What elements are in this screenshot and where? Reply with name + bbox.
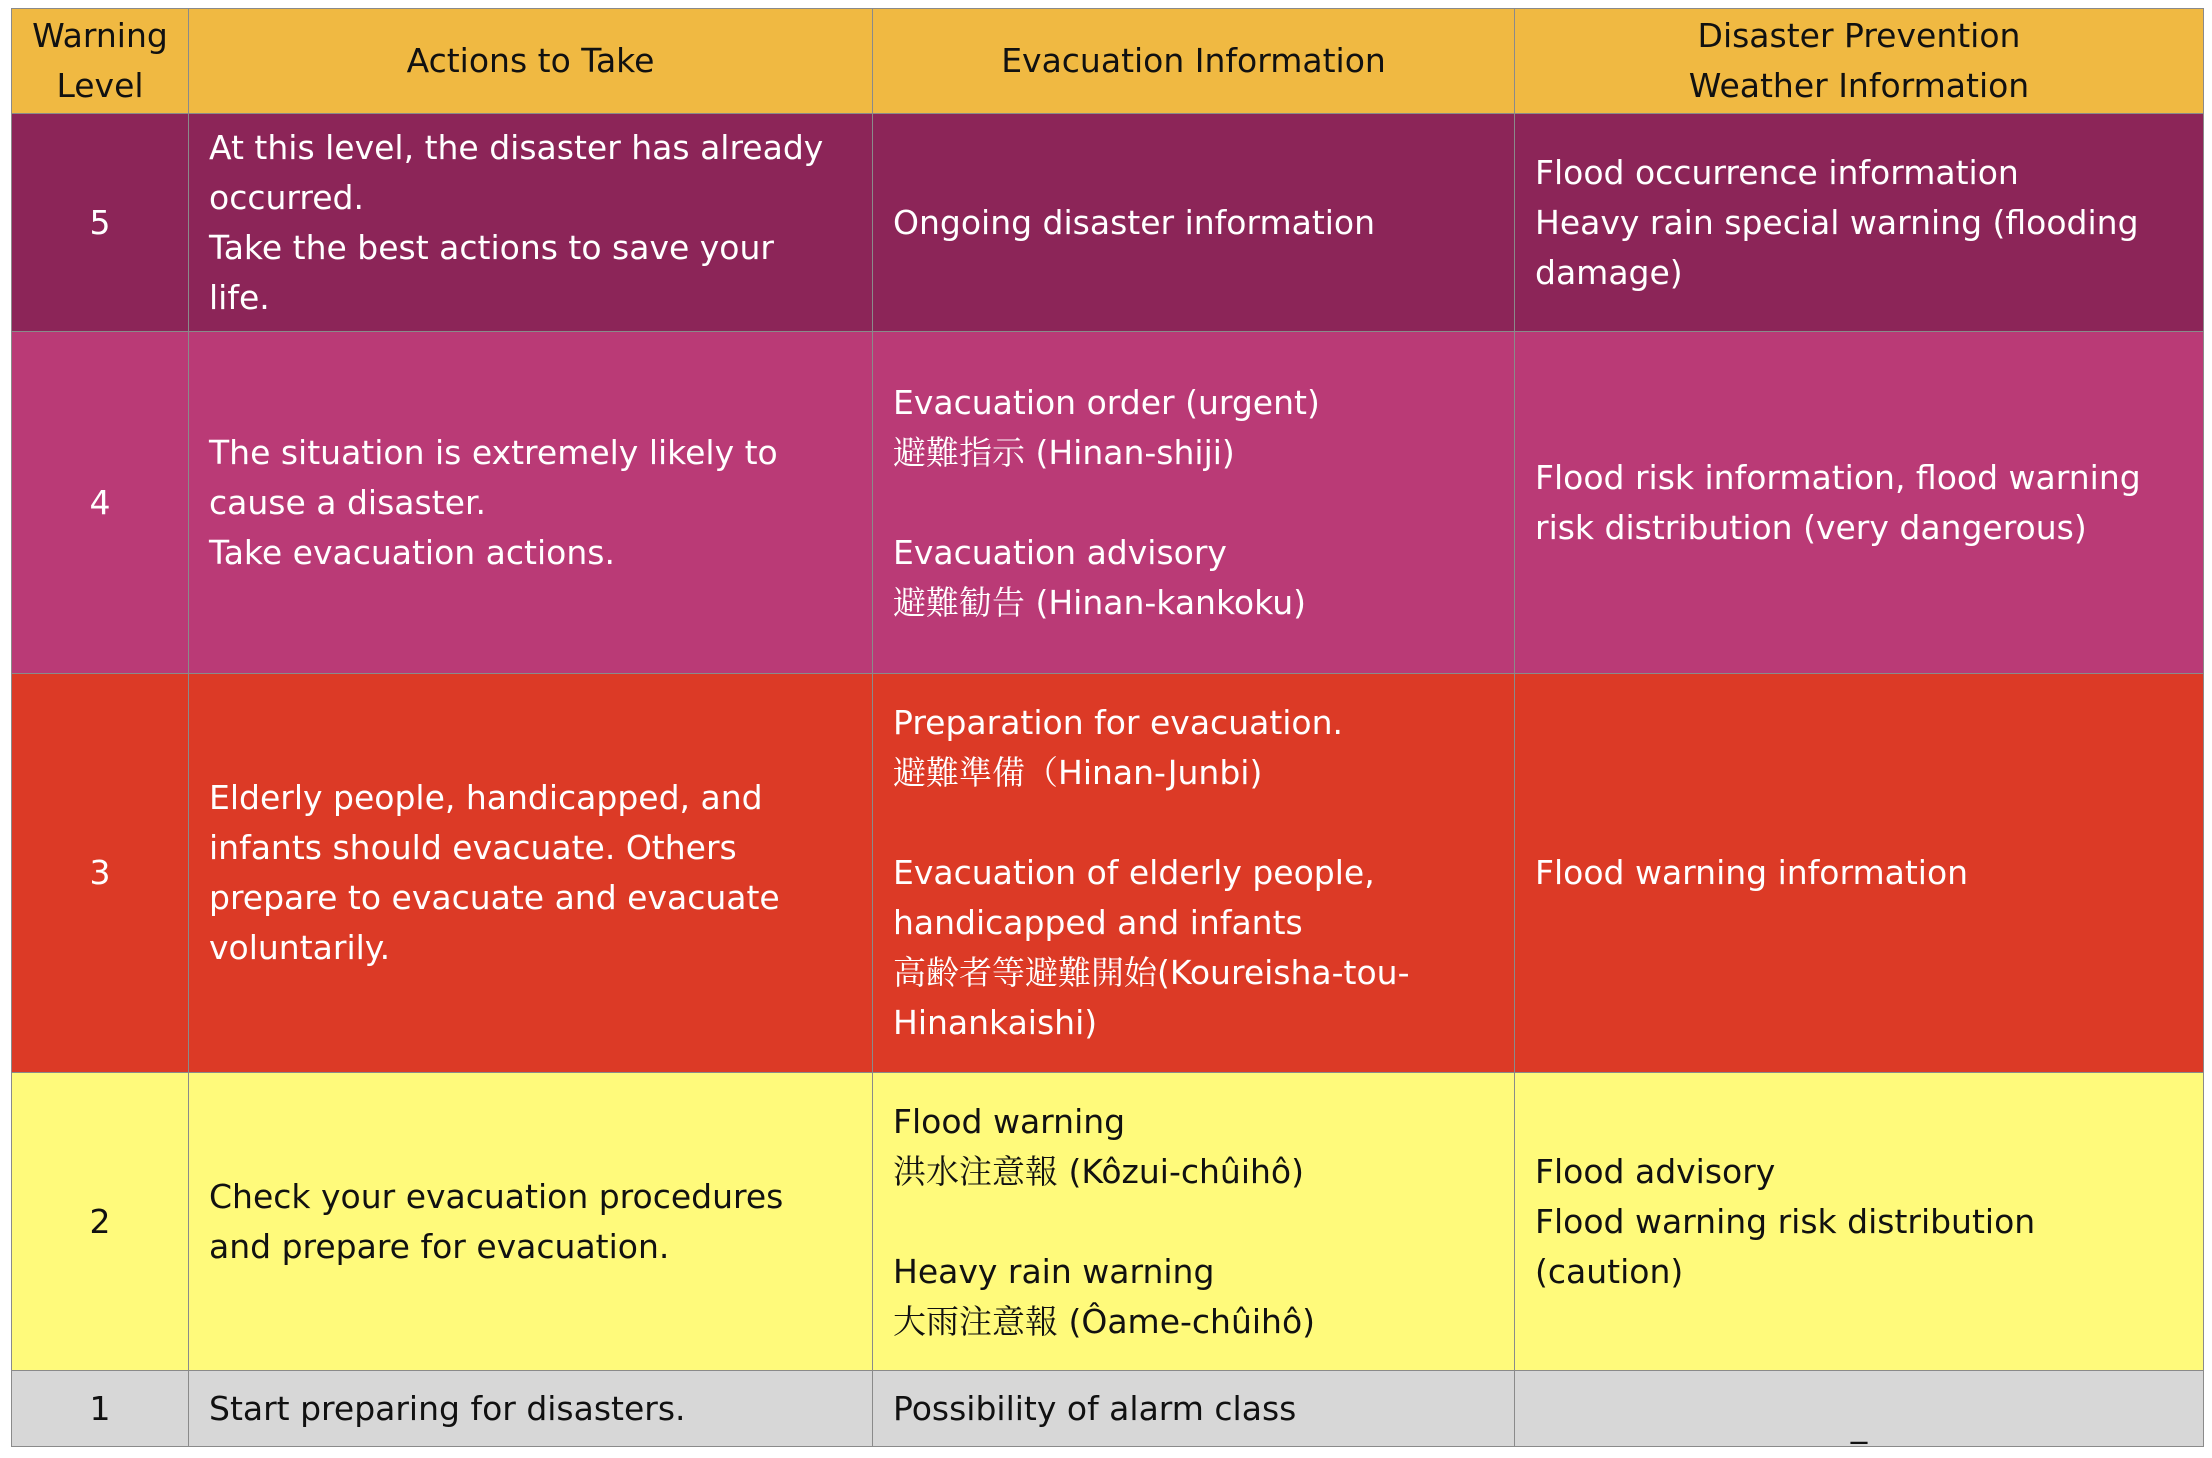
weather-cell xyxy=(1515,1371,2204,1447)
table-row-level-1 xyxy=(12,1371,2204,1447)
table-row-level-2 xyxy=(12,1073,2204,1371)
evacuation-cell: Ongoing disaster information xyxy=(873,114,1515,332)
actions-cell: Elderly people, handicapped, and infants should evacuate. Others prepare to evacuate and evacuate voluntarily. xyxy=(189,674,873,1073)
weather-cell: Flood advisory Flood warning risk distribution (caution) xyxy=(1515,1073,2204,1371)
evacuation-cell: Preparation for evacuation. 避難準備（Hinan-Junbi) Evacuation of elderly people, handicapped and infants 高齢者等避難開始(Koureisha-tou- Hinankaishi) xyxy=(873,674,1515,1073)
evacuation-cell: Possibility of alarm class xyxy=(873,1371,1515,1447)
empty-dash: _ xyxy=(1850,1404,1868,1444)
header-actions: Actions to Take xyxy=(189,9,873,114)
header-evacuation: Evacuation Information xyxy=(873,9,1515,114)
evacuation-cell: Evacuation order (urgent) 避難指示 (Hinan-shiji) Evacuation advisory 避難勧告 (Hinan-kankoku) xyxy=(873,332,1515,674)
header-warning-level: Warning Level xyxy=(12,9,189,114)
table-row-level-4 xyxy=(12,332,2204,674)
warning-level-table xyxy=(11,8,2204,1447)
weather-cell: Flood occurrence information Heavy rain special warning (flooding damage) xyxy=(1515,114,2204,332)
evacuation-cell: Flood warning 洪水注意報 (Kôzui-chûihô) Heavy rain warning 大雨注意報 (Ôame-chûihô) xyxy=(873,1073,1515,1371)
level-cell: 3 xyxy=(12,674,189,1073)
table-row-level-5 xyxy=(12,114,2204,332)
level-cell: 1 xyxy=(12,1371,189,1447)
level-cell: 2 xyxy=(12,1073,189,1371)
weather-cell: Flood warning information xyxy=(1515,674,2204,1073)
table-row-level-3 xyxy=(12,674,2204,1073)
actions-cell: At this level, the disaster has already occurred. Take the best actions to save your life. xyxy=(189,114,873,332)
header-weather: Disaster Prevention Weather Information xyxy=(1515,9,2204,114)
weather-cell: Flood risk information, flood warning risk distribution (very dangerous) xyxy=(1515,332,2204,674)
level-cell: 5 xyxy=(12,114,189,332)
actions-cell: Start preparing for disasters. xyxy=(189,1371,873,1447)
actions-cell: Check your evacuation procedures and prepare for evacuation. xyxy=(189,1073,873,1371)
header-row xyxy=(12,9,2204,114)
actions-cell: The situation is extremely likely to cause a disaster. Take evacuation actions. xyxy=(189,332,873,674)
level-cell: 4 xyxy=(12,332,189,674)
